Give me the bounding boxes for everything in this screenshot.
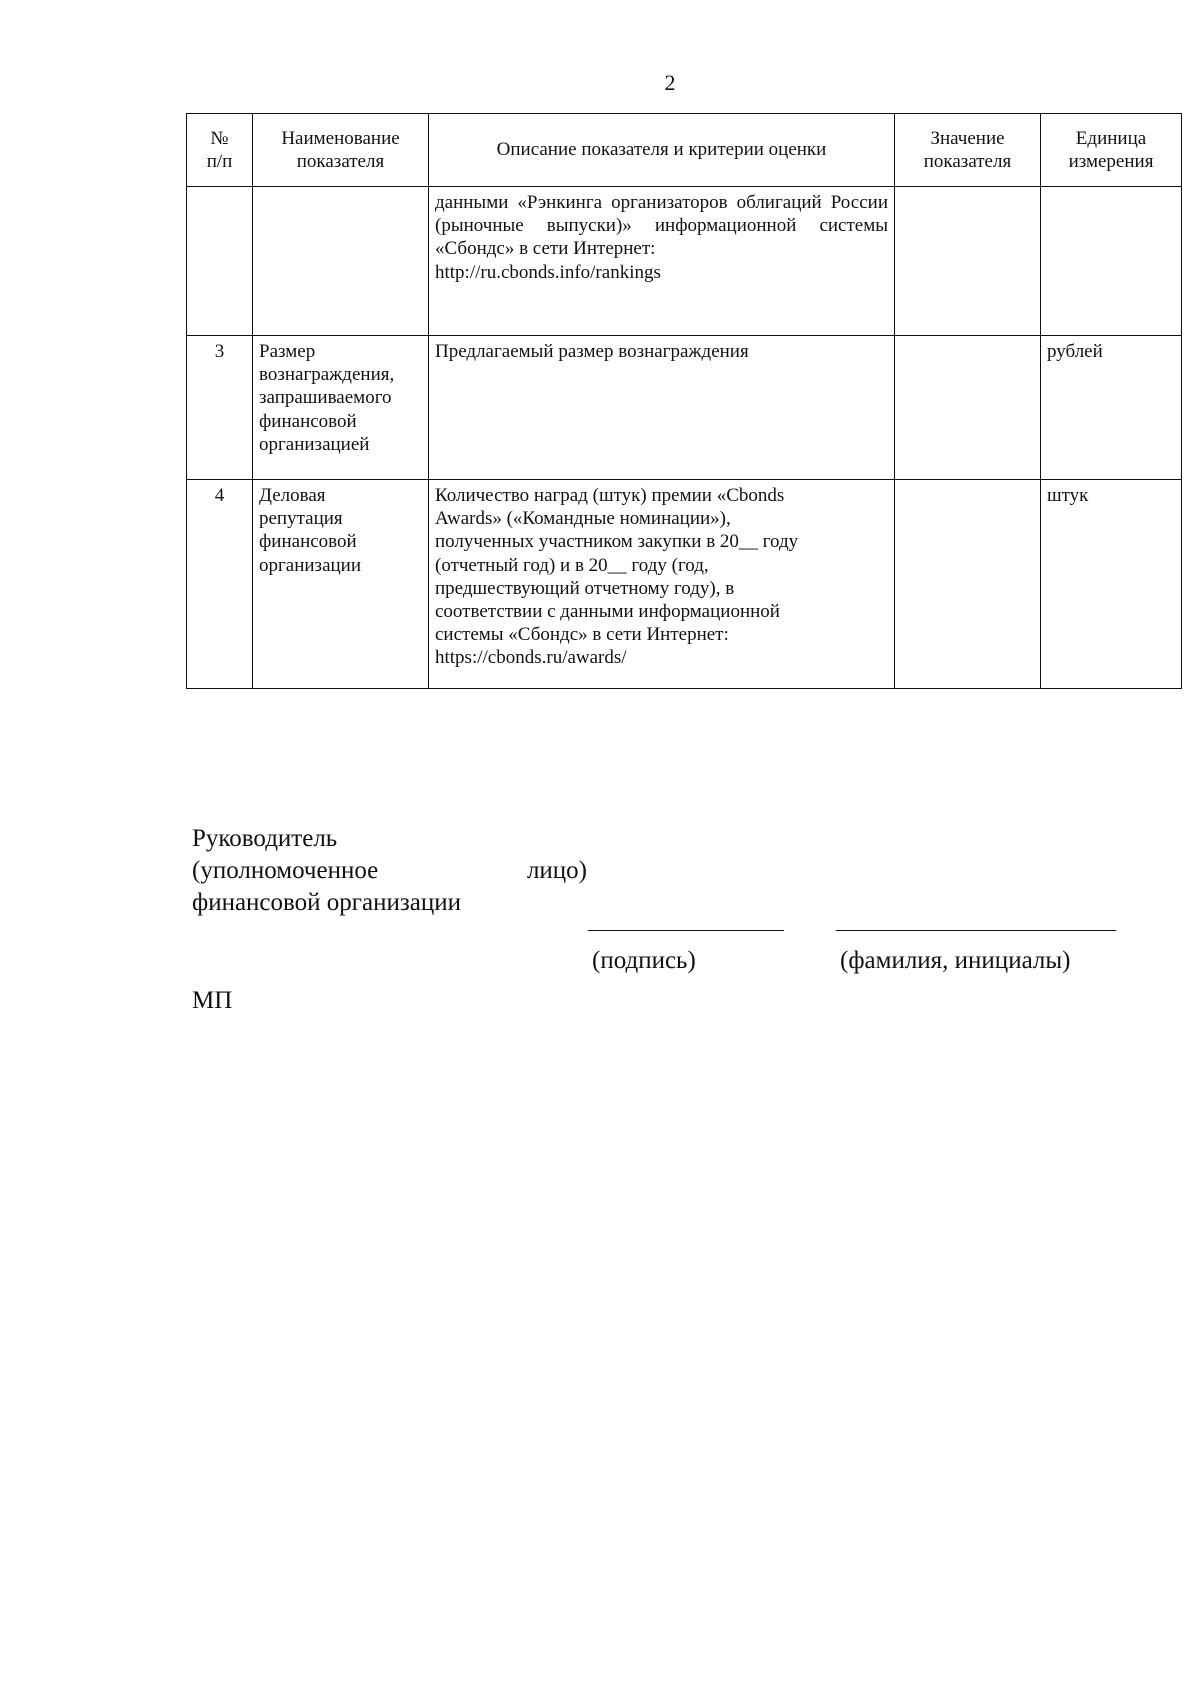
full-name-line bbox=[836, 930, 1116, 931]
row-name: Размер вознаграждения, запрашиваемого финансовой организацией bbox=[253, 336, 429, 480]
position-line-2: (уполномоченное лицо) bbox=[192, 857, 587, 884]
indicators-table bbox=[186, 113, 1182, 689]
header-num: № п/п bbox=[187, 114, 253, 187]
row-description: Предлагаемый размер вознаграждения bbox=[429, 336, 895, 480]
position-line-3: финансовой организации bbox=[192, 889, 462, 916]
position-line-1: Руководитель bbox=[192, 825, 338, 852]
stamp-label: МП bbox=[192, 987, 233, 1014]
row-description: данными «Рэнкинга организаторов облигаций России (рыночные выпуски)» информационной системы «Сбондс» в сети Интернет: http://ru.cbonds.info/rankings bbox=[429, 187, 895, 336]
row-description: Количество наград (штук) премии «Cbonds Awards» («Командные номинации»), полученных участником закупки в 20__ году (отчетный год) и в 20__ году (год, предшествующий отчетному году), в соответствии с данными информационной системы «Сбондс» в сети Интернет: https://cbonds.ru/awards/ bbox=[429, 480, 895, 689]
header-description: Описание показателя и критерии оценки bbox=[429, 114, 895, 187]
row-num: 4 bbox=[187, 480, 253, 689]
header-name: Наименование показателя bbox=[253, 114, 429, 187]
signature-line bbox=[588, 930, 784, 931]
header-unit: Единица измерения bbox=[1041, 114, 1182, 187]
rankings-url: http://ru.cbonds.info/rankings bbox=[435, 261, 661, 283]
row-value bbox=[895, 480, 1041, 689]
table-row bbox=[187, 187, 1182, 336]
table-header-row bbox=[187, 114, 1182, 187]
row-name bbox=[253, 187, 429, 336]
row-unit bbox=[1041, 187, 1182, 336]
page-number: 2 bbox=[664, 70, 676, 95]
row-num bbox=[187, 187, 253, 336]
table-row bbox=[187, 480, 1182, 689]
table-row bbox=[187, 336, 1182, 480]
row-value bbox=[895, 336, 1041, 480]
row-value bbox=[895, 187, 1041, 336]
signature-caption: (подпись) bbox=[592, 947, 696, 974]
row-unit: штук bbox=[1041, 480, 1182, 689]
header-value: Значение показателя bbox=[895, 114, 1041, 187]
awards-url: https://cbonds.ru/awards/ bbox=[435, 647, 627, 669]
signatory-position bbox=[192, 823, 587, 919]
row-unit: рублей bbox=[1041, 336, 1182, 480]
row-name: Деловая репутация финансовой организации bbox=[253, 480, 429, 689]
full-name-caption: (фамилия, инициалы) bbox=[840, 947, 1071, 974]
row-num: 3 bbox=[187, 336, 253, 480]
